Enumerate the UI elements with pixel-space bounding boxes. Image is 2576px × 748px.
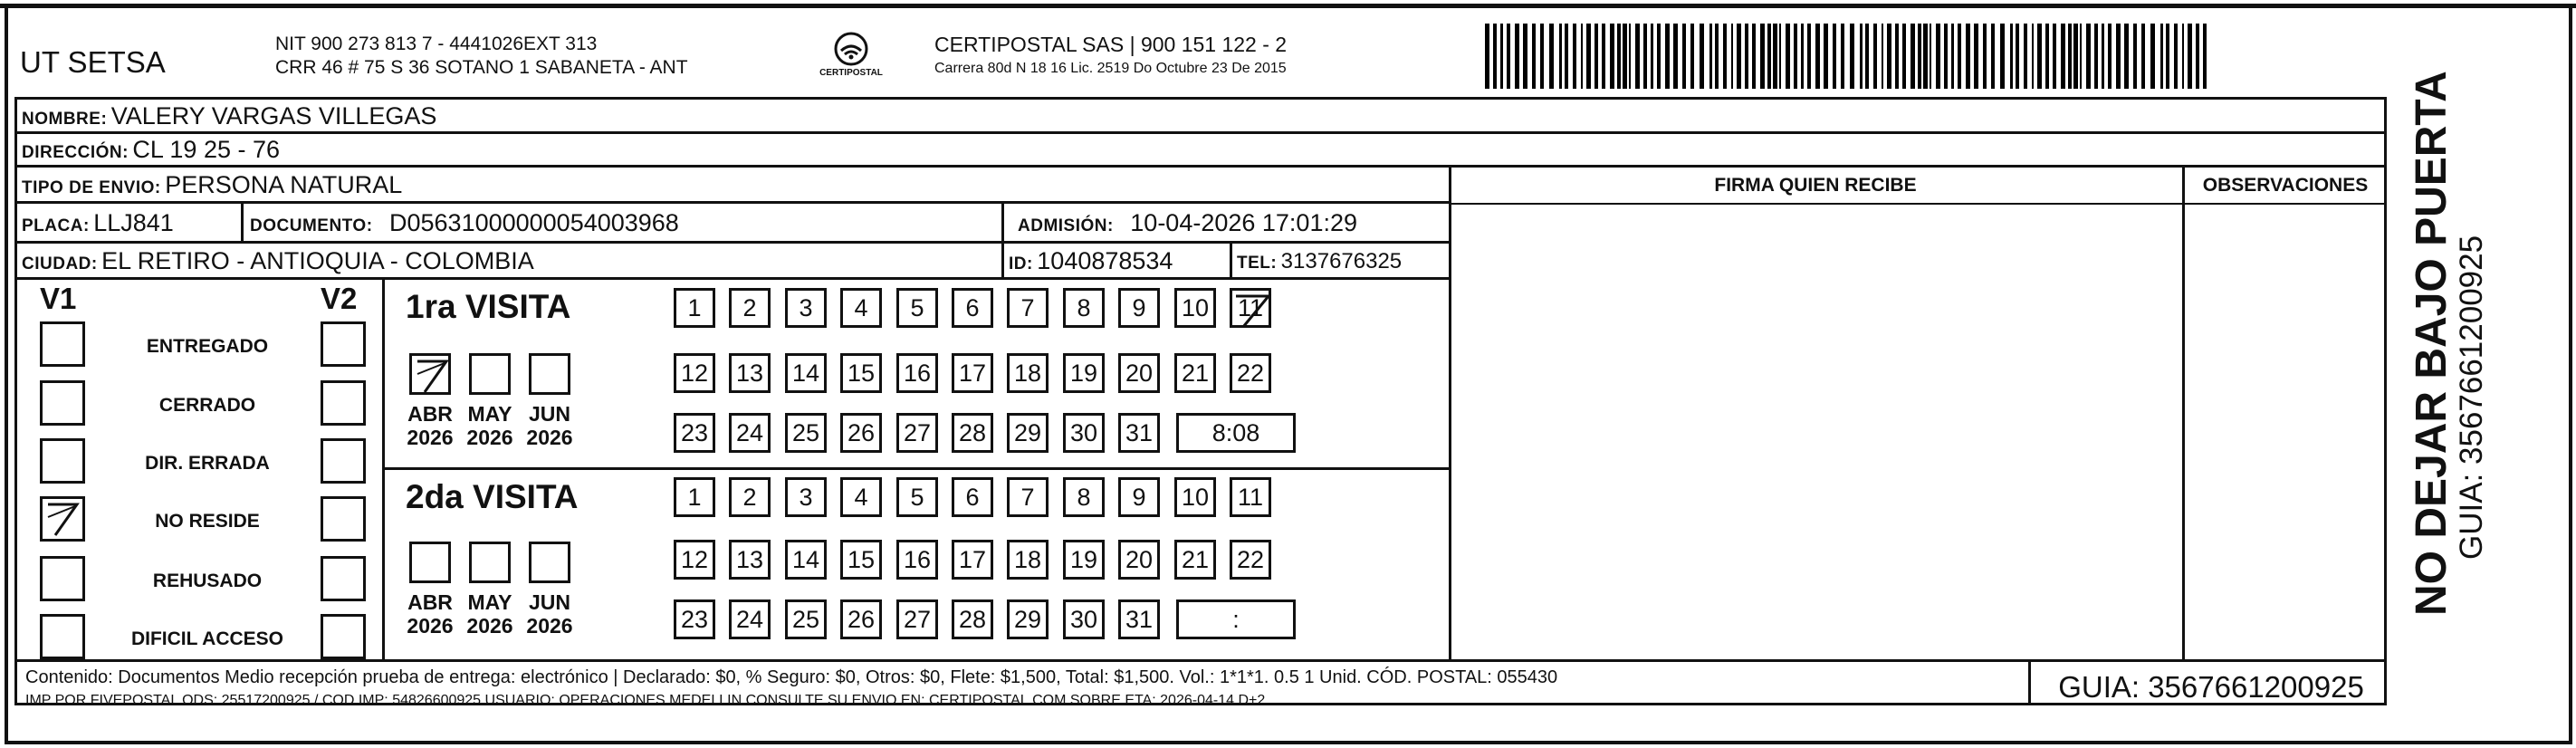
barcode-bar xyxy=(1807,24,1811,89)
row-line xyxy=(382,467,1451,470)
day-box: 11 xyxy=(1230,288,1271,328)
v2-label: V2 xyxy=(321,282,358,315)
status-label: DIR. ERRADA xyxy=(145,453,270,474)
barcode-bar xyxy=(1700,24,1704,89)
barcode-bar xyxy=(1573,24,1576,89)
visit2-title: 2da VISITA xyxy=(406,478,579,515)
day-box: 3 xyxy=(785,288,827,328)
barcode-bar xyxy=(2086,24,2091,89)
day-box: 4 xyxy=(840,288,882,328)
barcode-bar xyxy=(2116,24,2121,89)
visit1-title: 1ra VISITA xyxy=(406,288,571,325)
placa-label: PLACA: xyxy=(22,216,90,235)
footer-guia: GUIA: 3567661200925 xyxy=(2058,670,2364,704)
day-box: 28 xyxy=(952,413,993,453)
barcode-bar xyxy=(1930,24,1931,89)
documento-label: DOCUMENTO: xyxy=(250,216,373,235)
day-box: 9 xyxy=(1118,477,1160,517)
day-box: 2 xyxy=(729,477,771,517)
month-checkbox xyxy=(409,542,451,583)
barcode-bar xyxy=(1549,24,1554,89)
barcode xyxy=(1485,24,2209,89)
barcode-bar xyxy=(1623,24,1627,89)
barcode-bar xyxy=(1910,24,1915,89)
month-name: ABR xyxy=(407,402,453,426)
day-box: 16 xyxy=(896,353,938,393)
row-line xyxy=(14,241,1451,244)
day-box: 23 xyxy=(674,413,715,453)
day-box: 21 xyxy=(1174,353,1216,393)
month-checkbox xyxy=(469,353,511,395)
barcode-bar xyxy=(1974,24,1978,89)
id-row xyxy=(1009,249,1173,273)
day-box: 8 xyxy=(1063,477,1105,517)
barcode-bar xyxy=(1617,24,1621,89)
tipo-row xyxy=(22,173,402,197)
barcode-bar xyxy=(1958,24,1961,89)
month-name: MAY xyxy=(467,402,512,426)
company-name: UT SETSA xyxy=(20,45,166,79)
day-box: 5 xyxy=(896,288,938,328)
month-checkbox xyxy=(529,353,570,395)
day-box: 16 xyxy=(896,540,938,580)
certipostal-line: CERTIPOSTAL SAS | 900 151 122 - 2 xyxy=(934,33,1288,56)
tel-row xyxy=(1237,251,1402,273)
side-guia: GUIA: 3567661200925 xyxy=(2454,235,2489,560)
barcode-bar xyxy=(1815,24,1820,89)
barcode-bar xyxy=(1918,24,1921,89)
barcode-bar xyxy=(2188,24,2192,89)
firma-label: FIRMA QUIEN RECIBE xyxy=(1714,175,1917,196)
documento-row xyxy=(250,211,679,235)
barcode-bar xyxy=(1673,24,1678,89)
barcode-bar xyxy=(1651,24,1653,89)
month-label xyxy=(520,402,579,450)
day-box: 8 xyxy=(1063,288,1105,328)
v2-checkbox xyxy=(321,556,366,601)
row-line xyxy=(1449,203,2387,205)
barcode-bar xyxy=(1860,24,1863,89)
day-box: 17 xyxy=(952,540,993,580)
barcode-bar xyxy=(1767,24,1771,89)
barcode-bar xyxy=(2080,24,2082,89)
row-line xyxy=(14,277,1451,280)
right-border xyxy=(2569,4,2572,744)
barcode-bar xyxy=(1773,24,1777,89)
row-line xyxy=(14,131,2387,134)
month-name: ABR xyxy=(407,590,453,614)
barcode-bar xyxy=(2174,24,2178,89)
day-box: 6 xyxy=(952,477,993,517)
day-box: 14 xyxy=(785,540,827,580)
barcode-bar xyxy=(1507,24,1510,89)
day-box: 26 xyxy=(840,599,882,639)
v1-checkbox xyxy=(40,321,85,367)
tipo-label: TIPO DE ENVIO: xyxy=(22,178,161,197)
month-checkbox xyxy=(469,542,511,583)
barcode-bar xyxy=(1966,24,1970,89)
barcode-bar xyxy=(1643,24,1647,89)
day-box: 11 xyxy=(1230,477,1271,517)
col-line xyxy=(1230,241,1232,279)
day-box: 20 xyxy=(1118,353,1160,393)
month-name: JUN xyxy=(528,590,570,614)
day-box: 25 xyxy=(785,599,827,639)
month-year: 2026 xyxy=(526,426,573,450)
nombre-value: VALERY VARGAS VILLEGAS xyxy=(110,102,437,129)
barcode-bar xyxy=(2108,24,2112,89)
barcode-bar xyxy=(2053,24,2056,89)
day-box: 7 xyxy=(1007,477,1049,517)
barcode-bar xyxy=(1709,24,1712,89)
day-box: 30 xyxy=(1063,413,1105,453)
top-border xyxy=(0,4,2576,8)
day-box: 31 xyxy=(1118,413,1160,453)
month-label xyxy=(520,590,579,638)
day-box: 28 xyxy=(952,599,993,639)
day-box: 26 xyxy=(840,413,882,453)
row-line xyxy=(14,201,1451,204)
barcode-bar xyxy=(1760,24,1765,89)
barcode-bar xyxy=(1752,24,1756,89)
ciudad-label: CIUDAD: xyxy=(22,254,98,273)
day-box: 18 xyxy=(1007,540,1049,580)
v1-checkbox xyxy=(40,614,85,659)
left-border xyxy=(5,4,8,744)
v2-checkbox xyxy=(321,321,366,367)
barcode-bar xyxy=(1657,24,1661,89)
barcode-bar xyxy=(1629,24,1631,89)
barcode-bar xyxy=(1779,24,1781,89)
month-label xyxy=(460,590,520,638)
day-box: 30 xyxy=(1063,599,1105,639)
month-year: 2026 xyxy=(466,426,513,450)
tipo-value: PERSONA NATURAL xyxy=(165,171,403,198)
barcode-bar xyxy=(1801,24,1804,89)
day-box: 22 xyxy=(1230,353,1271,393)
barcode-bar xyxy=(1682,24,1686,89)
ciudad-value: EL RETIRO - ANTIOQUIA - COLOMBIA xyxy=(101,247,534,274)
status-label: DIFICIL ACCESO xyxy=(130,628,283,649)
barcode-bar xyxy=(1523,24,1527,89)
barcode-bar xyxy=(2094,24,2098,89)
day-box: 1 xyxy=(674,477,715,517)
day-box: 10 xyxy=(1174,477,1216,517)
imp-line: IMP POR FIVEPOSTAL ODS: 25517200925 / COD.IMP: 54826600925 USUARIO: OPERACIONES MEDELLIN CONSULTE SU ENVIO EN: CERTIPOSTAL.COM SOBRE ETA: 2026-04-14 D+2 xyxy=(25,693,1266,708)
month-name: JUN xyxy=(528,402,570,426)
barcode-bar xyxy=(1602,24,1605,89)
barcode-bar xyxy=(2102,24,2104,89)
day-box: 1 xyxy=(674,288,715,328)
v1-checkbox xyxy=(40,380,85,426)
day-box: 20 xyxy=(1118,540,1160,580)
month-year: 2026 xyxy=(407,426,454,450)
day-box: 3 xyxy=(785,477,827,517)
direccion-value: CL 19 25 - 76 xyxy=(132,136,281,163)
barcode-bar xyxy=(2000,24,2005,89)
day-box: 12 xyxy=(674,540,715,580)
day-box: 2 xyxy=(729,288,771,328)
barcode-bar xyxy=(1923,24,1928,89)
barcode-bar xyxy=(2150,24,2155,89)
barcode-bar xyxy=(1586,24,1591,89)
barcode-bar xyxy=(1737,24,1741,89)
logo-text: CERTIPOSTAL xyxy=(819,68,883,78)
barcode-bar xyxy=(1635,24,1640,89)
barcode-bar xyxy=(1865,24,1869,89)
documento-value: D05631000000054003968 xyxy=(389,209,679,236)
v2-checkbox xyxy=(321,614,366,659)
status-label: REHUSADO xyxy=(152,571,263,591)
row-line xyxy=(14,165,2387,168)
day-box: 17 xyxy=(952,353,993,393)
barcode-bar xyxy=(1887,24,1891,89)
day-box: 31 xyxy=(1118,599,1160,639)
nombre-row xyxy=(22,104,436,129)
barcode-bar xyxy=(1715,24,1719,89)
v1-checkbox xyxy=(40,496,85,542)
day-box: 13 xyxy=(729,353,771,393)
month-year: 2026 xyxy=(526,614,573,638)
barcode-bar xyxy=(1485,24,1489,89)
barcode-bar xyxy=(1540,24,1544,89)
v1-label: V1 xyxy=(40,282,77,315)
tel-label: TEL: xyxy=(1237,254,1278,273)
nombre-label: NOMBRE: xyxy=(22,110,108,129)
status-label: CERRADO xyxy=(158,395,256,416)
day-box: 14 xyxy=(785,353,827,393)
barcode-bar xyxy=(2024,24,2027,89)
barcode-bar xyxy=(1882,24,1883,89)
barcode-bar xyxy=(1991,24,1995,89)
side-warning: NO DEJAR BAJO PUERTA xyxy=(2408,71,2456,616)
barcode-bar xyxy=(1895,24,1899,89)
id-label: ID: xyxy=(1009,254,1033,273)
barcode-bar xyxy=(1850,24,1854,89)
license-line: Carrera 80d N 18 16 Lic. 2519 Do Octubre 23 De 2015 xyxy=(934,61,1287,76)
barcode-bar xyxy=(1665,24,1670,89)
id-value: 1040878534 xyxy=(1037,247,1173,274)
admision-value: 10-04-2026 17:01:29 xyxy=(1130,209,1357,236)
barcode-bar xyxy=(2203,24,2207,89)
day-box: 24 xyxy=(729,413,771,453)
month-name: MAY xyxy=(467,590,512,614)
barcode-bar xyxy=(1500,24,1503,89)
day-box: 29 xyxy=(1007,599,1049,639)
direccion-row xyxy=(22,138,280,162)
day-box: 15 xyxy=(840,353,882,393)
col-line xyxy=(2182,165,2185,661)
day-box: 9 xyxy=(1118,288,1160,328)
v1-checkbox xyxy=(40,438,85,484)
admision-row xyxy=(1018,211,1357,235)
barcode-bar xyxy=(2061,24,2065,89)
barcode-bar xyxy=(1610,24,1614,89)
month-year: 2026 xyxy=(466,614,513,638)
barcode-bar xyxy=(1731,24,1733,89)
admision-label: ADMISIÓN: xyxy=(1018,216,1114,235)
barcode-bar xyxy=(2166,24,2169,89)
barcode-bar xyxy=(1944,24,1948,89)
barcode-bar xyxy=(2016,24,2019,89)
barcode-bar xyxy=(1493,24,1497,89)
v1-checkbox xyxy=(40,556,85,601)
day-box: 21 xyxy=(1174,540,1216,580)
status-label: ENTREGADO xyxy=(146,336,269,357)
col-line xyxy=(2028,659,2031,705)
barcode-bar xyxy=(2141,24,2145,89)
contenido-line: Contenido: Documentos Medio recepción prueba de entrega: electrónico | Declarado: $0, % Seguro: $0, Otros: $0, Flete: $1,500, Total: $1,500. Vol.: 1*1*1. 0.5 1 Unid. CÓD. POSTAL: 055430 xyxy=(25,667,1558,687)
day-box: 12 xyxy=(674,353,715,393)
barcode-bar xyxy=(2124,24,2129,89)
v2-checkbox xyxy=(321,438,366,484)
day-box: 19 xyxy=(1063,540,1105,580)
time-box: 8:08 xyxy=(1176,413,1296,453)
barcode-bar xyxy=(1745,24,1748,89)
col-line xyxy=(1001,201,1004,279)
barcode-bar xyxy=(1902,24,1906,89)
barcode-bar xyxy=(1936,24,1940,89)
day-box: 27 xyxy=(896,413,938,453)
barcode-bar xyxy=(2032,24,2034,89)
address-line: CRR 46 # 75 S 36 SOTANO 1 SABANETA - ANT xyxy=(275,57,688,78)
barcode-bar xyxy=(1723,24,1727,89)
barcode-bar xyxy=(1515,24,1519,89)
day-box: 24 xyxy=(729,599,771,639)
day-box: 7 xyxy=(1007,288,1049,328)
day-box: 27 xyxy=(896,599,938,639)
time-box: : xyxy=(1176,599,1296,639)
v2-checkbox xyxy=(321,380,366,426)
certipostal-logo xyxy=(815,27,887,91)
nit-line: NIT 900 273 813 7 - 4441026EXT 313 xyxy=(275,34,598,54)
barcode-bar xyxy=(2068,24,2072,89)
barcode-bar xyxy=(1873,24,1877,89)
barcode-bar xyxy=(1841,24,1844,89)
barcode-bar xyxy=(2133,24,2137,89)
barcode-bar xyxy=(1690,24,1694,89)
barcode-bar xyxy=(1594,24,1598,89)
col-line xyxy=(1449,165,1451,661)
barcode-bar xyxy=(1581,24,1583,89)
barcode-bar xyxy=(1786,24,1790,89)
day-box: 13 xyxy=(729,540,771,580)
day-box: 10 xyxy=(1174,288,1216,328)
barcode-bar xyxy=(1951,24,1954,89)
v2-checkbox xyxy=(321,496,366,542)
ciudad-row xyxy=(22,249,534,273)
barcode-bar xyxy=(2010,24,2013,89)
barcode-bar xyxy=(1794,24,1797,89)
month-label xyxy=(460,402,520,450)
month-checkbox xyxy=(409,353,451,395)
barcode-bar xyxy=(1559,24,1562,89)
barcode-bar xyxy=(2073,24,2078,89)
row-line xyxy=(14,659,2387,662)
day-box: 4 xyxy=(840,477,882,517)
barcode-bar xyxy=(2037,24,2042,89)
barcode-bar xyxy=(1833,24,1836,89)
barcode-bar xyxy=(2045,24,2049,89)
observaciones-label: OBSERVACIONES xyxy=(2202,175,2369,196)
month-label xyxy=(400,402,460,450)
day-box: 5 xyxy=(896,477,938,517)
day-box: 23 xyxy=(674,599,715,639)
month-year: 2026 xyxy=(407,614,454,638)
day-box: 6 xyxy=(952,288,993,328)
barcode-bar xyxy=(1532,24,1536,89)
barcode-bar xyxy=(1983,24,1987,89)
placa-value: LLJ841 xyxy=(93,209,174,236)
col-line xyxy=(241,201,244,243)
direccion-label: DIRECCIÓN: xyxy=(22,143,129,162)
day-box: 19 xyxy=(1063,353,1105,393)
bottom-border xyxy=(5,741,2572,744)
day-box: 18 xyxy=(1007,353,1049,393)
day-box: 22 xyxy=(1230,540,1271,580)
day-box: 29 xyxy=(1007,413,1049,453)
day-box: 25 xyxy=(785,413,827,453)
barcode-bar xyxy=(1824,24,1828,89)
day-box: 15 xyxy=(840,540,882,580)
status-label: NO RESIDE xyxy=(155,511,260,532)
barcode-bar xyxy=(1565,24,1568,89)
barcode-bar xyxy=(2160,24,2163,89)
tel-value: 3137676325 xyxy=(1280,249,1403,273)
placa-row xyxy=(22,211,174,235)
barcode-bar xyxy=(2182,24,2184,89)
barcode-bar xyxy=(2196,24,2199,89)
month-checkbox xyxy=(529,542,570,583)
month-label xyxy=(400,590,460,638)
